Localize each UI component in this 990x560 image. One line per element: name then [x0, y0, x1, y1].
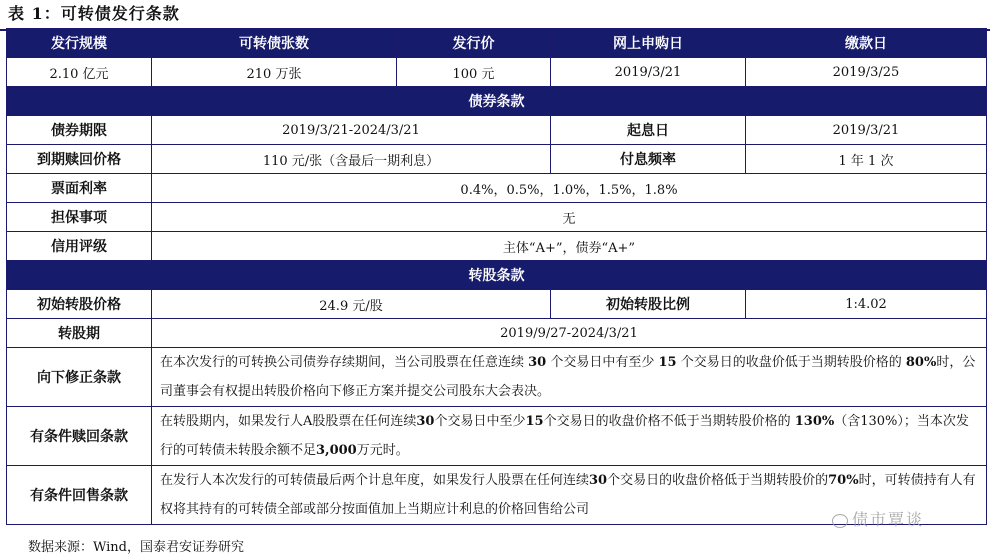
header-bond-count: 可转债张数 — [152, 29, 397, 58]
issue-price: 100 元 — [397, 58, 551, 87]
issue-row — [7, 58, 987, 87]
start-date-value: 2019/3/21 — [746, 116, 987, 145]
start-date-label: 起息日 — [551, 116, 746, 145]
credit-rating-value: 主体“A+”，债券“A+” — [152, 232, 987, 261]
redeem-row — [7, 145, 987, 174]
conversion-period-label: 转股期 — [7, 319, 152, 348]
table-title-text: 表 1：可转债发行条款 — [8, 4, 180, 23]
bond-term-value: 2019/3/21-2024/3/21 — [152, 116, 551, 145]
header-row — [7, 29, 987, 58]
guarantee-row — [7, 203, 987, 232]
bond-term-row — [7, 116, 987, 145]
pay-frequency-value: 1 年 1 次 — [746, 145, 987, 174]
header-subscribe-date: 网上申购日 — [551, 29, 746, 58]
guarantee-label: 担保事项 — [7, 203, 152, 232]
guarantee-value: 无 — [152, 203, 987, 232]
conversion-ratio-label: 初始转股比例 — [551, 290, 746, 319]
conversion-section-title: 转股条款 — [7, 261, 987, 290]
redeem-price-value: 110 元/张（含最后一期利息） — [152, 145, 551, 174]
payment-date: 2019/3/25 — [746, 58, 987, 87]
header-payment-date: 缴款日 — [746, 29, 987, 58]
wechat-icon — [832, 514, 848, 528]
conditional-call-text: 在转股期内，如果发行人A股股票在任何连续30个交易日中至少15个交易日的收盘价格不低于当期转股价格的 130%（含130%）；当本次发行的可转债未转股余额不足3,000万元时。 — [152, 407, 987, 466]
source-note: 数据来源：Wind，国泰君安证券研究 — [28, 540, 244, 555]
bond-terms-table — [6, 28, 987, 525]
conditional-call-row — [7, 407, 987, 466]
table-title — [8, 1, 180, 27]
conversion-period-value: 2019/9/27-2024/3/21 — [152, 319, 987, 348]
conversion-price-row — [7, 290, 987, 319]
pay-frequency-label: 付息频率 — [551, 145, 746, 174]
downward-revision-row — [7, 348, 987, 407]
redeem-price-label: 到期赎回价格 — [7, 145, 152, 174]
coupon-row — [7, 174, 987, 203]
header-issue-price: 发行价 — [397, 29, 551, 58]
bond-count: 210 万张 — [152, 58, 397, 87]
conversion-period-row — [7, 319, 987, 348]
watermark — [832, 507, 924, 530]
conversion-price-value: 24.9 元/股 — [152, 290, 551, 319]
downward-revision-label: 向下修正条款 — [7, 348, 152, 407]
conditional-put-text: 在发行人本次发行的可转债最后两个计息年度，如果发行人股票在任何连续30个交易日的收盘价格低于当期转股价的70%时，可转债持有人有权将其持有的可转债全部或部分按面值加上当期应计利息的价格回售给公司 — [152, 466, 987, 525]
conditional-call-label: 有条件赎回条款 — [7, 407, 152, 466]
bond-section-title: 债券条款 — [7, 87, 987, 116]
conditional-put-label: 有条件回售条款 — [7, 466, 152, 525]
conversion-section-row — [7, 261, 987, 290]
issue-size: 2.10 亿元 — [7, 58, 152, 87]
conversion-ratio-value: 1:4.02 — [746, 290, 987, 319]
downward-revision-text: 在本次发行的可转换公司债券存续期间，当公司股票在任意连续 30 个交易日中有至少 15 个交易日的收盘价低于当期转股价格的 80%时，公司董事会有权提出转股价格向下修正方案并提交公司股东大会表决。 — [152, 348, 987, 407]
bond-section-row — [7, 87, 987, 116]
rating-row — [7, 232, 987, 261]
coupon-rate-label: 票面利率 — [7, 174, 152, 203]
credit-rating-label: 信用评级 — [7, 232, 152, 261]
subscribe-date: 2019/3/21 — [551, 58, 746, 87]
conversion-price-label: 初始转股价格 — [7, 290, 152, 319]
bond-term-label: 债券期限 — [7, 116, 152, 145]
header-issue-size: 发行规模 — [7, 29, 152, 58]
coupon-rate-value: 0.4%，0.5%，1.0%，1.5%，1.8% — [152, 174, 987, 203]
watermark-text: 债市覃谈 — [852, 510, 925, 529]
